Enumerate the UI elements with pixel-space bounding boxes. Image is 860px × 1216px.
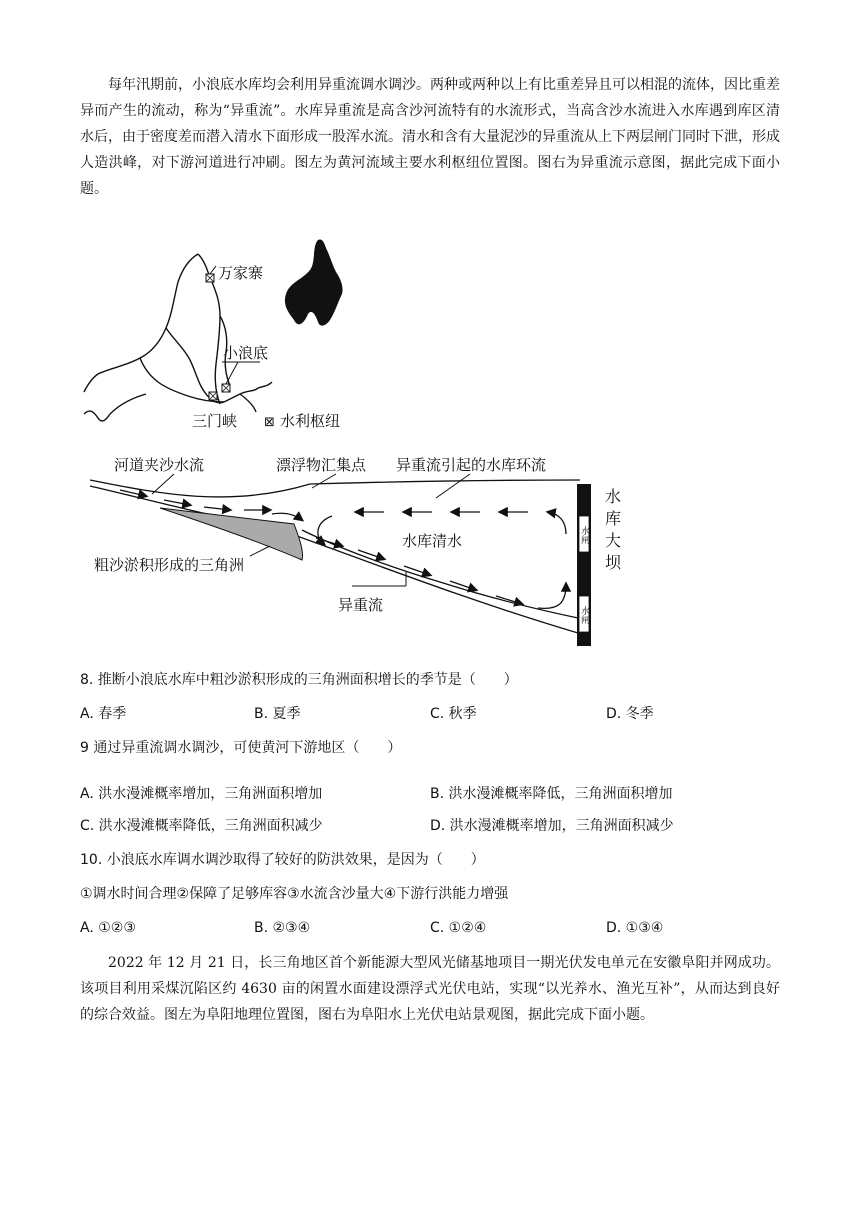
q10-option-a[interactable]: A. ①②③ — [80, 920, 136, 936]
legend-symbol-icon: ⊠ — [264, 415, 275, 430]
label-wanjiazhai: 万家寨 — [218, 264, 264, 282]
legend-label: 水利枢纽 — [280, 412, 341, 430]
q10-option-b[interactable]: B. ②③④ — [254, 920, 311, 936]
q9-option-c[interactable]: C. 洪水漫滩概率降低，三角洲面积减少 — [80, 818, 323, 834]
q8-option-a[interactable]: A. 春季 — [80, 706, 127, 722]
label-density-current: 异重流 — [338, 596, 384, 614]
q10-items: ①调水时间合理②保障了足够库容③水流含沙量大④下游行洪能力增强 — [80, 886, 509, 902]
q8-stem: 8. 推断小浪底水库中粗沙淤积形成的三角洲面积增长的季节是（ ） — [80, 672, 518, 688]
label-river-sand: 河道夹沙水流 — [114, 456, 205, 474]
q8-option-c[interactable]: C. 秋季 — [430, 706, 477, 722]
q10-option-d[interactable]: D. ①③④ — [606, 920, 664, 936]
q9-option-d[interactable]: D. 洪水漫滩概率增加，三角洲面积减少 — [430, 818, 674, 834]
q8-option-d[interactable]: D. 冬季 — [606, 706, 654, 722]
label-clear-water: 水库清水 — [402, 532, 463, 550]
water-surface-line — [310, 480, 580, 484]
flow-arrows — [120, 490, 566, 608]
q8-option-b[interactable]: B. 夏季 — [254, 706, 301, 722]
density-current-diagram — [80, 448, 640, 648]
lower-gate-label: 水闸 — [579, 606, 589, 624]
intro-paragraph-2: 2022 年 12 月 21 日，长三角地区首个新能源大型风光储基地项目一期光伏发电单元在安徽阜阳并网成功。该项目利用采煤沉陷区约 4630 亩的闲置水面建设漂浮式光伏电站，实现“以光养水、渔光互补”，从而达到良好的综合效益。图左为阜阳地理位置图，图右为阜阳水上光伏电站景观图，据此完成下面小题。 — [80, 955, 780, 1023]
intro-paragraph-1: 每年汛期前，小浪底水库均会利用异重流调水调沙。两种或两种以上有比重差异且可以相混的流体，因比重差异而产生的流动，称为“异重流”。水库异重流是高含沙河流特有的水流形式，当高含沙水流进入水库遇到库区清水后，由于密度差而潜入清水下面形成一股浑水流。清水和含有大量泥沙的异重流从上下两层闸门同时下泄，形成人造洪峰，对下游河道进行冲刷。图左为黄河流域主要水利枢纽位置图。图右为异重流示意图，据此完成下面小题。 — [80, 77, 780, 197]
q9-stem: 9 通过异重流调水调沙，可使黄河下游地区（ ） — [80, 740, 402, 756]
upper-gate-label: 水闸 — [579, 526, 589, 544]
label-xiaolangdi: 小浪底 — [223, 344, 269, 362]
q10-option-c[interactable]: C. ①②④ — [430, 920, 487, 936]
q9-option-a[interactable]: A. 洪水漫滩概率增加，三角洲面积增加 — [80, 786, 323, 802]
delta-shape — [160, 508, 303, 560]
label-sanmenxia: 三门峡 — [192, 412, 238, 430]
yellow-river-map — [80, 236, 370, 436]
dam-label: 水库大坝 — [602, 488, 622, 576]
label-delta: 粗沙淤积形成的三角洲 — [94, 556, 245, 574]
label-circulation: 异重流引起的水库环流 — [396, 456, 547, 474]
label-float-point: 漂浮物汇集点 — [276, 456, 367, 474]
q10-stem: 10. 小浪底水库调水调沙取得了较好的防洪效果，是因为（ ） — [80, 852, 485, 868]
q9-option-b[interactable]: B. 洪水漫滩概率降低，三角洲面积增加 — [430, 786, 673, 802]
reservoir-shape — [285, 239, 343, 325]
